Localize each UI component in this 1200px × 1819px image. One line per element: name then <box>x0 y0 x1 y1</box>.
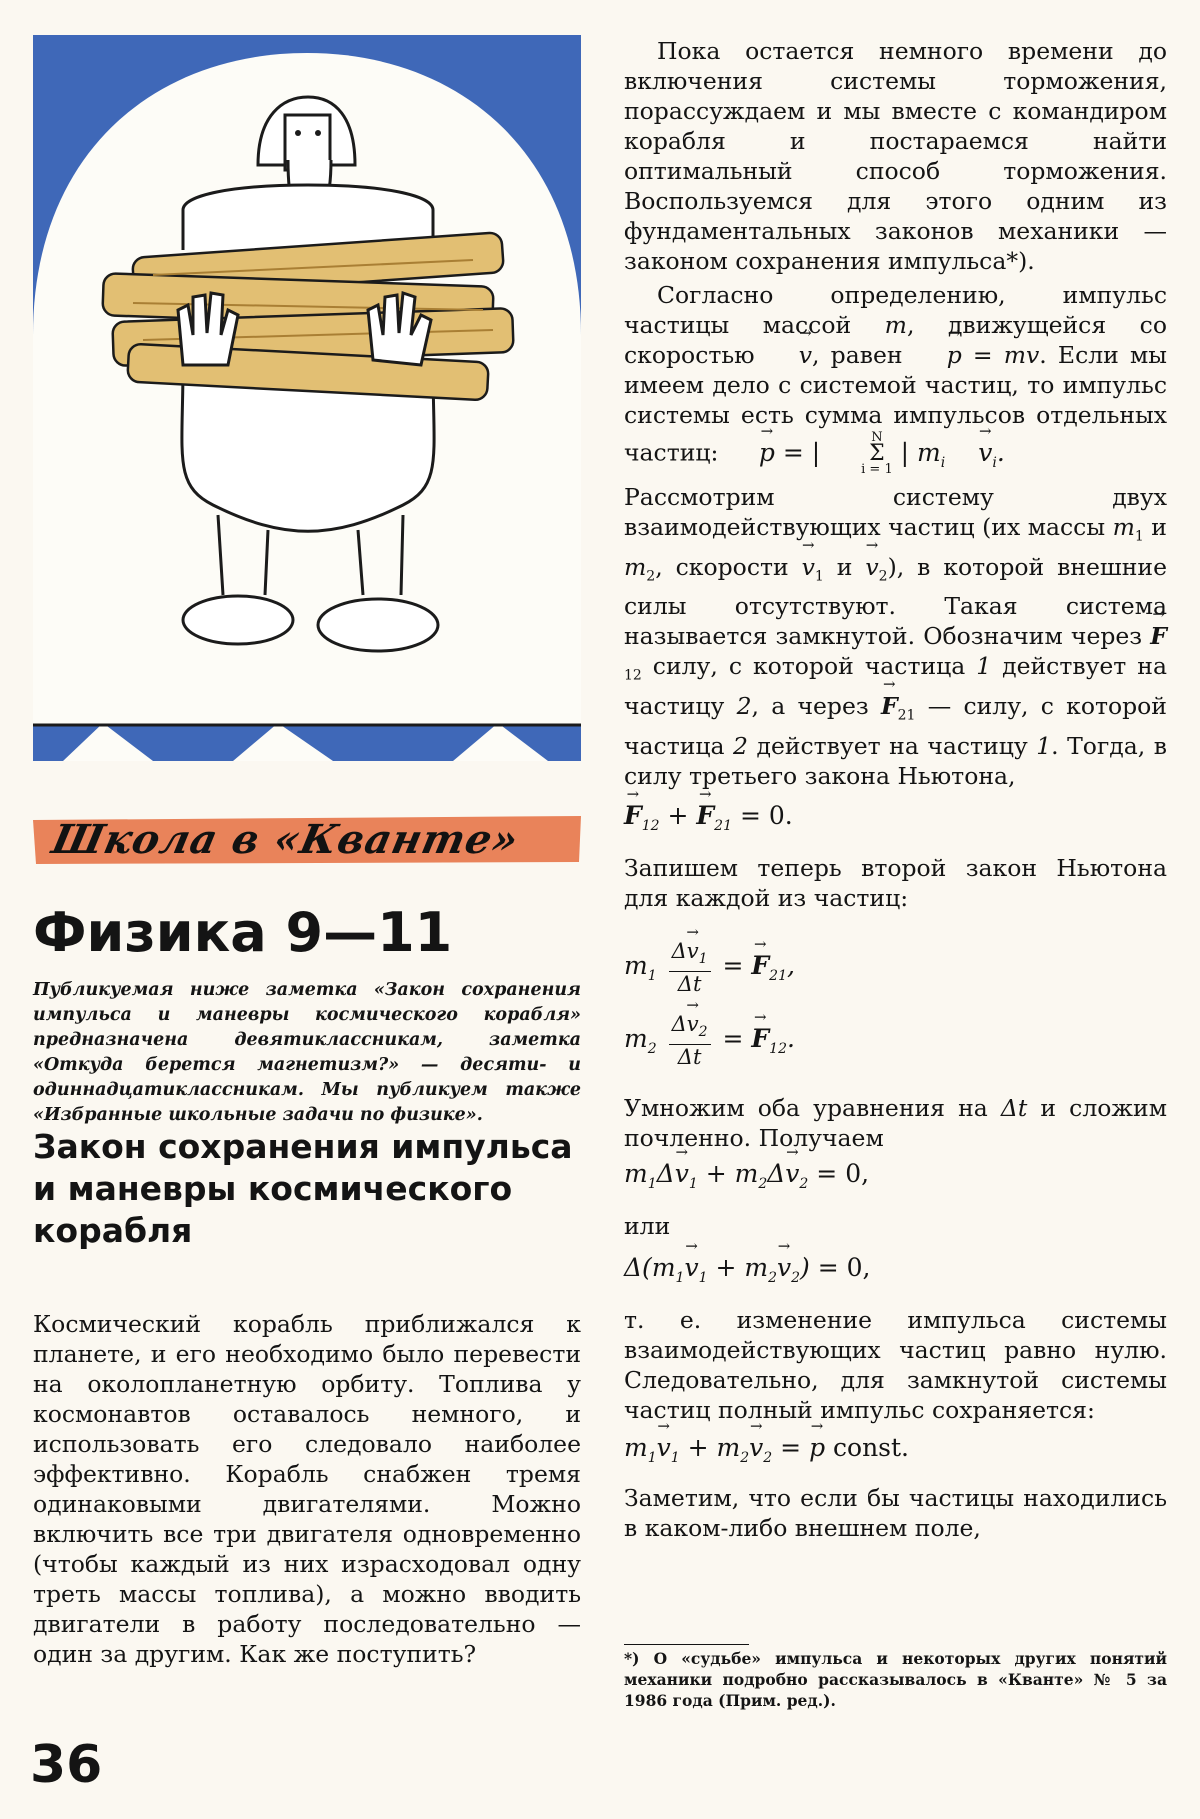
sum-formula: → p = | N Σ i = 1 | $m_i\to v_i$. <box>726 438 1005 467</box>
cosmonaut-illustration <box>33 35 581 761</box>
paragraph-or: или <box>624 1212 671 1241</box>
article-title: Закон сохранения импульса и маневры космического корабля <box>33 1127 573 1250</box>
footnote-rule <box>624 1644 749 1645</box>
paragraph-conservation: т. е. изменение импульса системы взаимодействующих частиц равно нулю. Следовательно, для замкнутой системы частиц полный импульс сохраняется: <box>624 1306 1167 1425</box>
conservation-equation: $m_1\to v_1 + m_2\to v_2$ = → p const. <box>624 1433 1167 1473</box>
third-law-equation: → $F_{12}$ + → $F_{21} = 0$. <box>624 801 1167 841</box>
paragraph-intro: Пока остается немного времени до включения системы торможения, порассуждаем и мы вместе с командиром корабля и постараемся найти оптимальный способ торможения. Воспользуемся для этого одним из фундаментальных законов механики — законом сохранения импульса*). <box>624 37 1167 275</box>
newton-equation-2: $m_2$ $\frac{\Delta\to v_2}{\Delta t}$ = → $F_{12}$. <box>624 1012 1167 1069</box>
footnote: *) О «судьбе» импульса и некоторых других понятий механики подробно рассказывалось в «Кванте» № 5 за 1986 года (Прим. ред.). <box>624 1649 1167 1710</box>
section-title: Физика 9—11 <box>33 901 453 964</box>
intro-text: Публикуемая ниже заметка «Закон сохранения импульса и маневры космического корабля» предназначена девятиклассникам, заметка «Откуда берется магнетизм?» — десяти- и одиннадцатиклассникам. Мы публикуем также «Избранные школьные задачи по физике». <box>33 980 581 1125</box>
banner-title: Школа в «Кванте» <box>48 816 524 863</box>
paragraph-external-field: Заметим, что если бы частицы находились в каком-либо внешнем поле, <box>624 1484 1167 1543</box>
illustration-svg <box>33 35 581 761</box>
school-banner <box>33 814 581 866</box>
paragraph-two-particles: Рассмотрим систему двух взаимодействующих частиц (их массы $m_1$ и $m_2$, скорости → $v_1$ $и \to v_2$), в которой внешние силы отсутствуют. Такая система называется замкнутой. Обозначим через → $F_{12}$ силу, с которой частица 1 действует на частицу 2, а через → $F_{21}$ — силу, с которой частица 2 действует на частицу 1. Тогда, в силу третьего закона Ньютона, <box>624 482 1167 791</box>
page-number: 36 <box>30 1735 103 1795</box>
paragraph-second-law: Запишем теперь второй закон Ньютона для каждой из частиц: <box>624 853 1167 912</box>
sum-delta-equation: $m_1\Delta\to v_1 + m_2\Delta\to v_2 = 0$, <box>624 1159 1167 1199</box>
right-column <box>624 36 1167 1543</box>
paragraph-definition: Согласно определению, импульс частицы массой m, движущейся со скоростью → v, равен → p = mv. Если мы имеем дело с системой частиц, то импульс системы есть сумма импульсов отдельных частиц: → p = | N Σ i = 1 | $m_i\to v_i$. <box>624 280 1167 478</box>
paragraph-multiply: Умножим оба уравнения на Δt и сложим почленно. Получаем <box>624 1094 1167 1153</box>
newton-equation-1: $m_1$ $\frac{\Delta\to v_1}{\Delta t}$ = → $F_{21}$, <box>624 939 1167 996</box>
article-opening-paragraph: Космический корабль приближался к планете, и его необходимо было перевести на околопланетную орбиту. Топлива у космонавтов оставалось немного, и использовать его следовало наиболее эффективно. Корабль снабжен тремя одинаковыми двигателями. Можно включить все три двигателя одновременно (чтобы каждый из них израсходовал одну треть массы топлива), а можно вводить двигатели в работу последовательно — один за другим. Как же поступить? <box>33 1310 581 1668</box>
delta-momentum-equation: $\Delta(m_1\to v_1 + m_2\to v_2) = 0$, <box>624 1253 1167 1293</box>
